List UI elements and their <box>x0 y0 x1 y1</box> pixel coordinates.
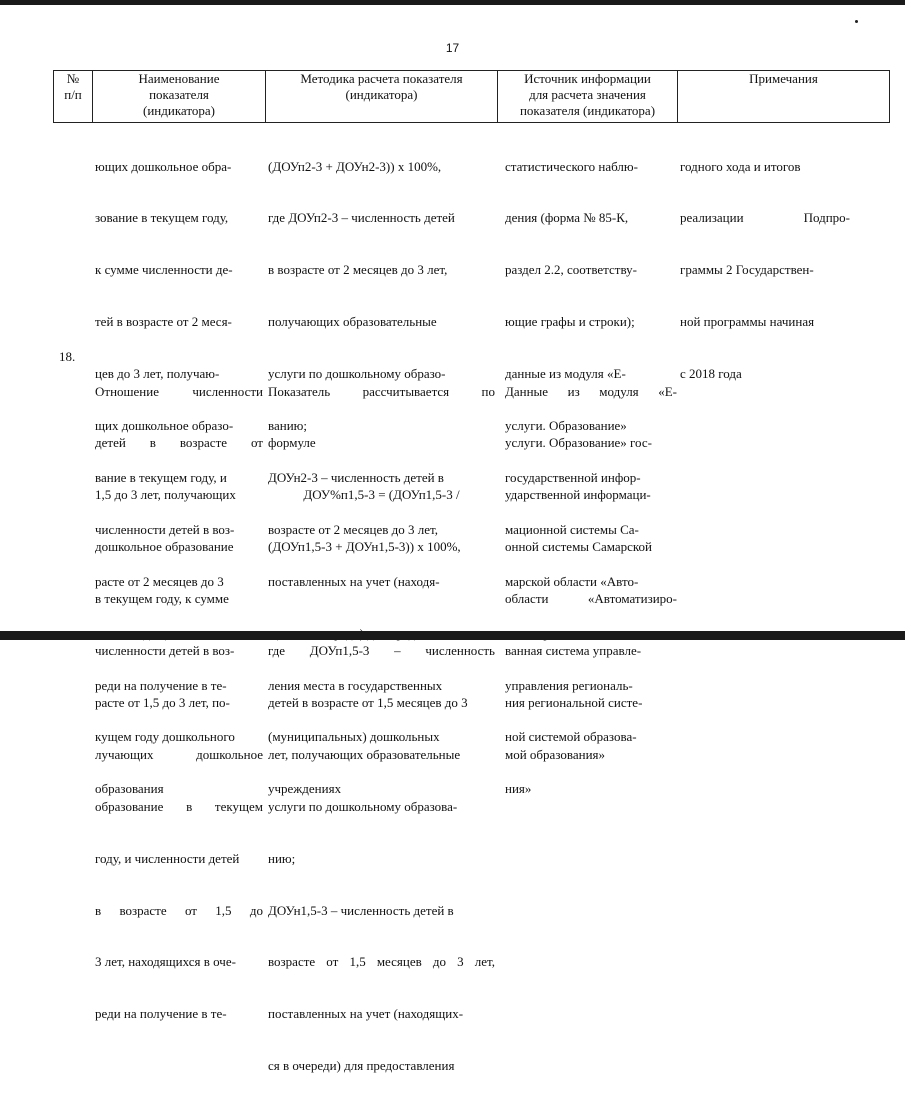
scan-border-bottom <box>0 631 905 640</box>
text-line: области «Автоматизиро- <box>505 591 677 607</box>
row-18-name-cell <box>95 348 263 1057</box>
text-line: Показатель рассчитывается по <box>268 383 495 399</box>
text-line: ванию; <box>268 418 307 434</box>
header-notes: Примечания <box>749 71 818 86</box>
text-line: численности детей в воз- <box>95 643 235 659</box>
text-line: в возрасте от 1,5 до <box>95 902 263 918</box>
text-line: ударственной информаци- <box>505 487 651 503</box>
text-line: ния» <box>505 781 532 797</box>
text-line: марской области «Авто- <box>505 573 639 589</box>
text-line: услуги. Образование» <box>505 418 627 434</box>
text-line: дошкольное образование <box>95 539 234 555</box>
page-number: 17 <box>445 41 460 55</box>
text-line: реализации Подпро- <box>680 210 850 226</box>
header-source: Источник информации для расчета значения показателя (индикатора) <box>519 71 656 118</box>
text-line: с 2018 года <box>680 366 742 382</box>
row-18-method-cell <box>268 348 495 1109</box>
text-line: управления региональ- <box>505 677 633 693</box>
text-line: ления места в государственных <box>268 677 443 693</box>
text-line: поставленных на учет (находя- <box>268 573 440 589</box>
text-line: лет, получающих образовательные <box>268 746 461 762</box>
text-line: государственной инфор- <box>505 469 641 485</box>
text-line: ной программы начиная <box>680 314 815 330</box>
text-line: нию; <box>268 850 296 866</box>
text-line: ния региональной систе- <box>505 694 643 710</box>
text-line: формуле <box>268 435 316 451</box>
cont-notes-cell <box>680 123 850 417</box>
text-line: ся в очереди) для предоставления <box>268 1058 455 1074</box>
table-right-border <box>889 70 890 122</box>
text-line: цев до 3 лет, получаю- <box>95 366 220 382</box>
text-line: вание в текущем году, и <box>95 469 227 485</box>
text-line: году, и численности детей <box>95 850 240 866</box>
row-18-number: 18. <box>59 349 76 364</box>
text-line: раздел 2.2, соответству- <box>505 262 637 278</box>
text-line: реди на получение в те- <box>95 1006 227 1022</box>
text-line: ной системой образова- <box>505 729 637 745</box>
text-line: услуги. Образование» гос- <box>505 435 652 451</box>
text-line: детей в возрасте от 1,5 месяцев до 3 <box>268 694 468 710</box>
indicator-table <box>53 70 890 1074</box>
header-name: Наименование показателя (индикатора) <box>138 71 220 118</box>
text-line: граммы 2 Государствен- <box>680 262 814 278</box>
text-line: услуги по дошкольному образо- <box>268 366 446 382</box>
text-line: щих дошкольное образо- <box>95 418 234 434</box>
text-line: поставленных на учет (находящих- <box>268 1006 464 1022</box>
text-line: кущем году дошкольного <box>95 729 235 745</box>
text-line: ющих дошкольное обра- <box>95 158 232 174</box>
text-line: образование в текущем <box>95 798 263 814</box>
text-line: (ДОУп2-3 + ДОУн2-3)) x 100%, <box>268 158 442 174</box>
text-line: возрасте от 1,5 месяцев до 3 лет, <box>268 954 495 970</box>
text-line: ванная система управле- <box>505 643 642 659</box>
text-line: лучающих дошкольное <box>95 746 263 762</box>
text-line: образования <box>95 781 164 797</box>
text-line: Данные из модуля «Е- <box>505 383 677 399</box>
text-line: годного хода и итогов <box>680 158 801 174</box>
text-line: где ДОУп2-3 – численность детей <box>268 210 455 226</box>
text-line: расте от 2 месяцев до 3 <box>95 573 224 589</box>
text-line: Отношение численности <box>95 383 263 399</box>
text-line: статистического наблю- <box>505 158 638 174</box>
text-line: 1,5 до 3 лет, получающих <box>95 487 236 503</box>
text-line: учреждениях <box>268 781 342 797</box>
scan-border-top <box>0 0 905 5</box>
text-line: услуги по дошкольному образова- <box>268 798 458 814</box>
text-line: данные из модуля «Е- <box>505 366 626 382</box>
formula-line: ДОУ%п1,5-3 = (ДОУп1,5-3 / <box>303 487 460 503</box>
header-method: Методика расчета показателя (индикатора) <box>300 71 463 102</box>
text-line: мой образования» <box>505 746 606 762</box>
text-line: в текущем году, к сумме <box>95 591 229 607</box>
text-line: ющие графы и строки); <box>505 314 635 330</box>
text-line: реди на получение в те- <box>95 677 227 693</box>
text-line: детей в возрасте от <box>95 435 263 451</box>
row-18-source-cell <box>505 348 677 798</box>
header-num: № п/п <box>64 71 82 102</box>
formula-line: (ДОУп1,5-3 + ДОУн1,5-3)) x 100%, <box>268 539 461 555</box>
text-line: возрасте от 2 месяцев до 3 лет, <box>268 521 438 537</box>
text-line: онной системы Самарской <box>505 539 653 555</box>
text-line: в возрасте от 2 месяцев до 3 лет, <box>268 262 448 278</box>
text-line: (муниципальных) дошкольных <box>268 729 440 745</box>
text-line: расте от 1,5 до 3 лет, по- <box>95 694 230 710</box>
text-line: ДОУн2-3 – численность детей в <box>268 469 444 485</box>
text-line: дения (форма № 85-К, <box>505 210 629 226</box>
blank-line <box>268 590 495 607</box>
text-line: 3 лет, находящихся в оче- <box>95 954 236 970</box>
text-line: получающих образовательные <box>268 314 437 330</box>
text-line: тей в возрасте от 2 меся- <box>95 314 232 330</box>
text-line: ДОУн1,5-3 – численность детей в <box>268 902 454 918</box>
text-line: зование в текущем году, <box>95 210 229 226</box>
text-line: где ДОУп1,5-3 – численность <box>268 643 495 659</box>
text-line: мационной системы Са- <box>505 521 639 537</box>
text-line: к сумме численности де- <box>95 262 233 278</box>
scan-speck <box>855 20 858 23</box>
text-line: численности детей в воз- <box>95 521 235 537</box>
